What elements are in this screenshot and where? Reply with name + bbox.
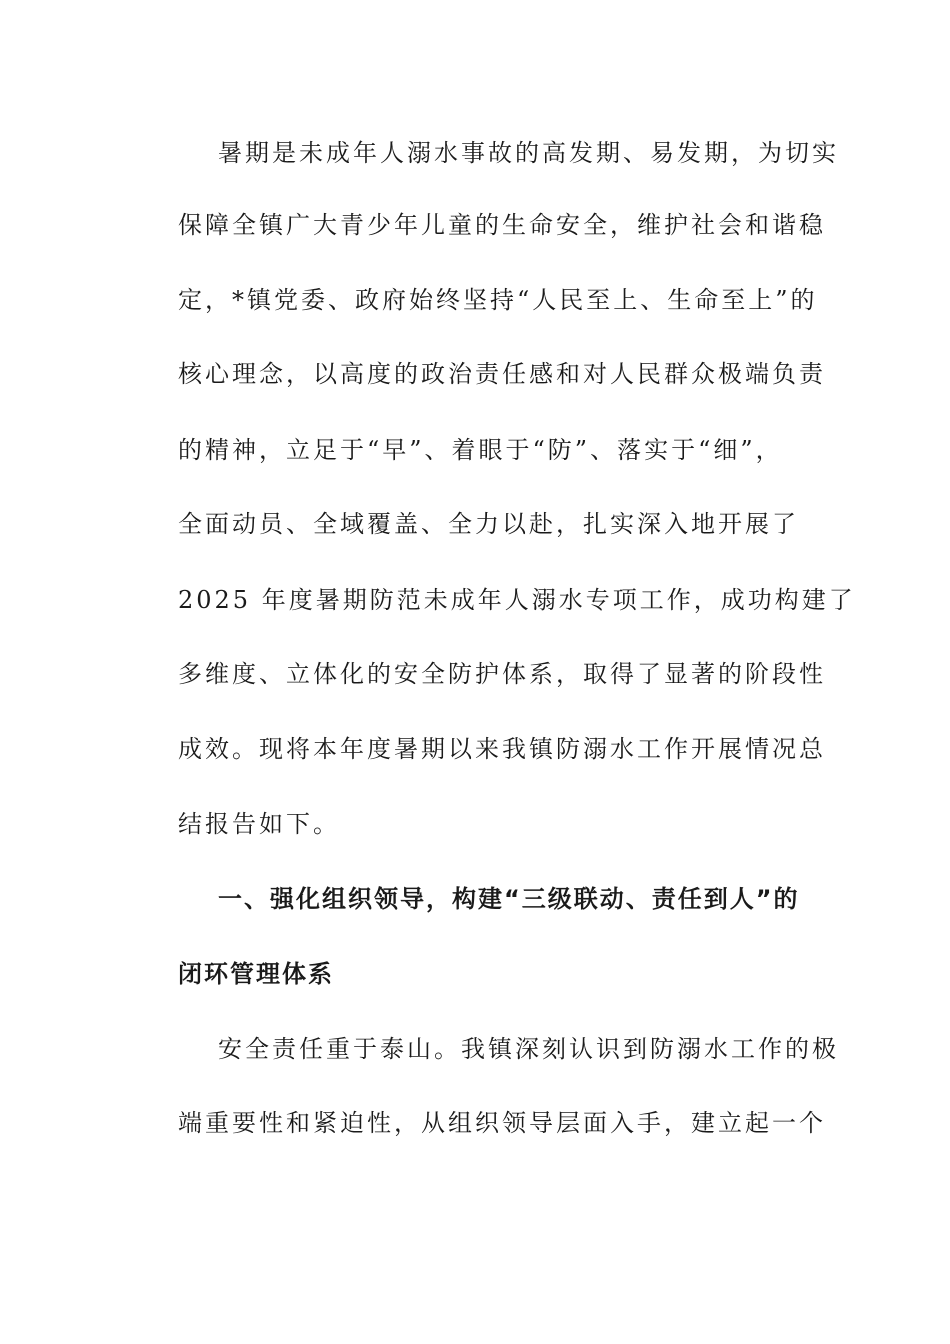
section-paragraph-line: 端重要性和紧迫性，从组织领导层面入手，建立起一个: [178, 1109, 826, 1137]
intro-paragraph-line: 的精神，立足于“早”、着眼于“防”、落实于“细”，: [178, 436, 783, 464]
intro-paragraph-line: 结报告如下。: [178, 810, 340, 838]
intro-paragraph-line: 成效。现将本年度暑期以来我镇防溺水工作开展情况总: [178, 735, 826, 763]
intro-paragraph-line: 暑期是未成年人溺水事故的高发期、易发期，为切实: [218, 139, 839, 167]
intro-paragraph-line: 核心理念，以高度的政治责任感和对人民群众极端负责: [178, 360, 826, 388]
section-heading-line: 闭环管理体系: [178, 960, 334, 988]
intro-paragraph-line: 全面动员、全域覆盖、全力以赴，扎实深入地开展了: [178, 510, 799, 538]
intro-paragraph-line: 定，*镇党委、政府始终坚持“人民至上、生命至上”的: [178, 286, 818, 314]
section-paragraph-line: 安全责任重于泰山。我镇深刻认识到防溺水工作的极: [218, 1035, 839, 1063]
intro-paragraph-line: 2025 年度暑期防范未成年人溺水专项工作，成功构建了: [178, 586, 856, 614]
intro-paragraph-line: 多维度、立体化的安全防护体系，取得了显著的阶段性: [178, 660, 826, 688]
intro-paragraph-line: 保障全镇广大青少年儿童的生命安全，维护社会和谐稳: [178, 211, 826, 239]
section-heading-line: 一、强化组织领导，构建“三级联动、责任到人”的: [218, 885, 800, 913]
